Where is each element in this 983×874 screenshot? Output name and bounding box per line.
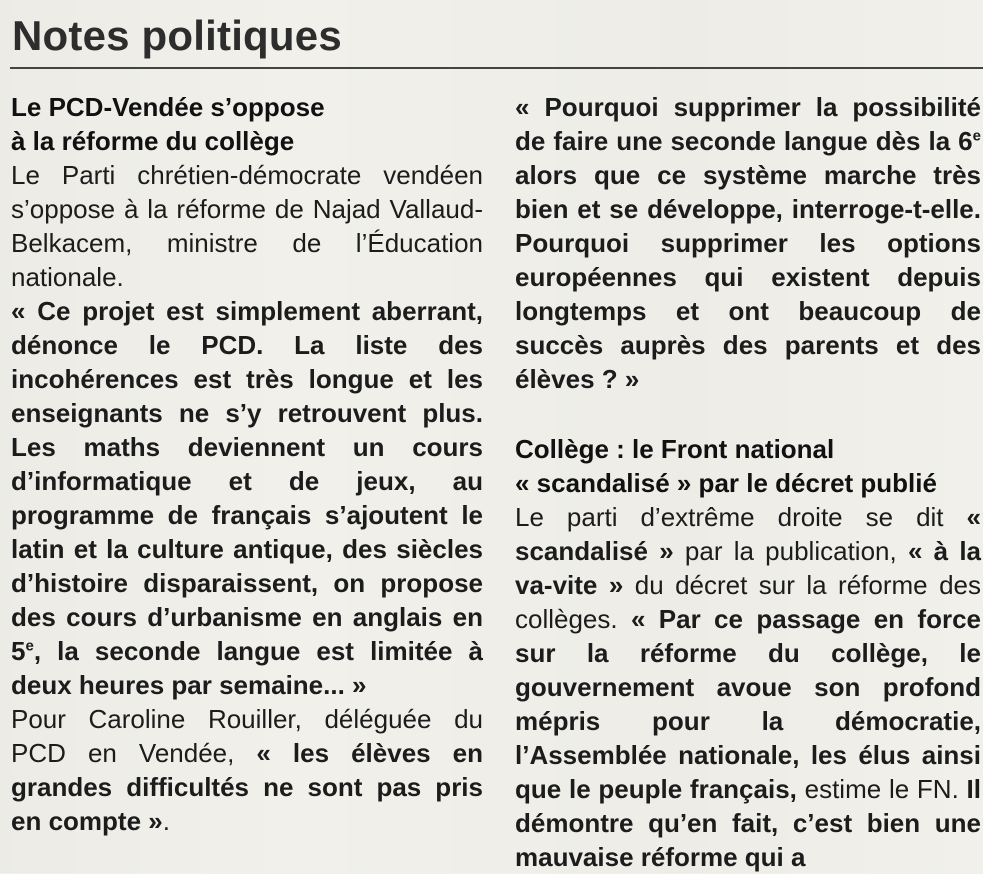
article2-lead-part1: Le parti d’extrême droite se dit xyxy=(515,502,967,532)
article2-body xyxy=(515,500,981,874)
article1-closing xyxy=(11,702,483,838)
article1-continued-part2: alors que ce système marche très bien et se développe, interroge-t-elle. Pourquoi supprimer les options européennes qui existent depuis longtemps et ont beaucoup de succès auprès des parents et des élèves ? » xyxy=(515,160,981,394)
article1-quote-sup: e xyxy=(25,637,34,655)
article2-quote2: Il démontre qu’en fait, c’est bien une mauvaise réforme qui a xyxy=(515,774,981,872)
article2-lead-part3: du décret sur la réforme des collèges. xyxy=(515,570,981,634)
article1-continued xyxy=(515,90,981,396)
article1-quote-part2: , la seconde langue est limitée à deux heures par semaine... » xyxy=(11,636,483,700)
article1-continued-part1: « Pourquoi supprimer la possibilité de faire une seconde langue dès la 6 xyxy=(515,92,981,156)
article1-quote xyxy=(11,294,483,702)
article1-closing-end: . xyxy=(162,806,170,836)
article1-closing-bold: « les élèves en grandes difficultés ne sont pas pris en compte » xyxy=(11,738,483,836)
section-rule xyxy=(10,67,983,69)
article1-continued-sup: e xyxy=(972,127,981,145)
article1-closing-light: Pour Caroline Rouiller, déléguée du PCD en Vendée, xyxy=(11,704,483,768)
article2-headline-line2: « scandalisé » par le décret publié xyxy=(515,468,937,498)
column-right xyxy=(515,90,981,874)
article2-headline xyxy=(515,432,981,500)
article1-quote-part1: « Ce projet est simplement aberrant, dénonce le PCD. La liste des incohérences est très longue et les enseignants ne s’y retrouvent plus. Les maths deviennent un cours d’informatique et de jeux, au programme de français s’ajoutent le latin et la culture antique, des siècles d’histoire disparaissent, on propose des cours d’urbanisme en anglais en 5 xyxy=(11,296,483,666)
article2-lead-bold2: « à la va-vite » xyxy=(515,536,981,600)
article2-quote: « Par ce passage en force sur la réforme du collège, le gouvernement avoue son profond mépris pour la démocratie, l’Assemblée nationale, les élus ainsi que le peuple français, xyxy=(515,604,981,804)
article2-headline-line1: Collège : le Front national xyxy=(515,434,835,464)
article1-headline xyxy=(11,90,483,158)
article2-lead-bold1: « scandalisé » xyxy=(515,502,981,566)
section-title: Notes politiques xyxy=(12,12,342,59)
article1-headline-line1: Le PCD-Vendée s’oppose xyxy=(11,92,325,122)
article-separator xyxy=(515,396,981,432)
article2-attribution: estime le FN. xyxy=(796,774,967,804)
article2-lead-part2: par la publication, xyxy=(673,536,908,566)
article1-lead: Le Parti chrétien-démocrate vendéen s’oppose à la réforme de Najad Vallaud-Belkacem, ministre de l’Éducation nationale. xyxy=(11,160,483,292)
column-left xyxy=(11,90,483,838)
article1-headline-line2: à la réforme du collège xyxy=(11,126,295,156)
